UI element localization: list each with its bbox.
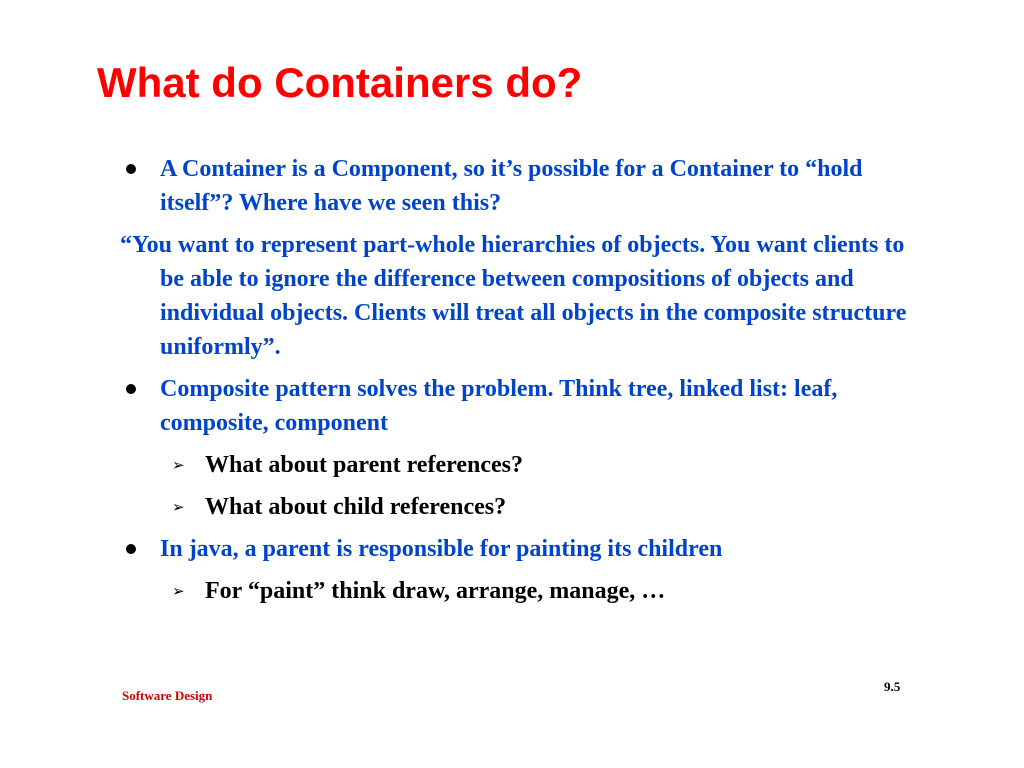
- arrowhead-bullet-icon: ➢: [172, 456, 185, 474]
- sub-bullet-text: What about parent references?: [205, 452, 523, 478]
- sub-bullet-text: What about child references?: [205, 494, 507, 520]
- arrowhead-bullet-icon: ➢: [172, 582, 185, 600]
- bullet-item-java-painting: [120, 532, 920, 566]
- slide-title: What do Containers do?: [97, 59, 583, 106]
- bullet-text: In java, a parent is responsible for painting its children: [160, 536, 723, 562]
- bullet-icon: [126, 384, 136, 394]
- footer-page-number: 9.5: [884, 679, 901, 694]
- sub-bullet-parent-references: [120, 448, 920, 482]
- quote-text: “You want to represent part-whole hierarchies of objects. You want clients to be able to ignore the difference between compositions of objects and individual objects. Clients will treat all objects in the composite structure uniformly”.: [120, 232, 907, 360]
- footer-course-name: Software Design: [122, 688, 213, 703]
- arrowhead-bullet-icon: ➢: [172, 498, 185, 516]
- bullet-icon: [126, 164, 136, 174]
- bullet-text: Composite pattern solves the problem. Think tree, linked list: leaf, composite, component: [160, 376, 838, 436]
- sub-bullet-text: For “paint” think draw, arrange, manage, …: [205, 578, 666, 604]
- bullet-item-composite-pattern: [120, 372, 920, 440]
- sub-bullet-paint-meaning: [120, 574, 920, 608]
- bullet-item-container-is-component: [120, 152, 920, 220]
- slide-content: [120, 152, 920, 616]
- sub-bullet-child-references: [120, 490, 920, 524]
- quote-item-composite-intent: [120, 228, 920, 364]
- bullet-text: A Container is a Component, so it’s possible for a Container to “hold itself”? Where have we seen this?: [160, 156, 863, 216]
- bullet-icon: [126, 544, 136, 554]
